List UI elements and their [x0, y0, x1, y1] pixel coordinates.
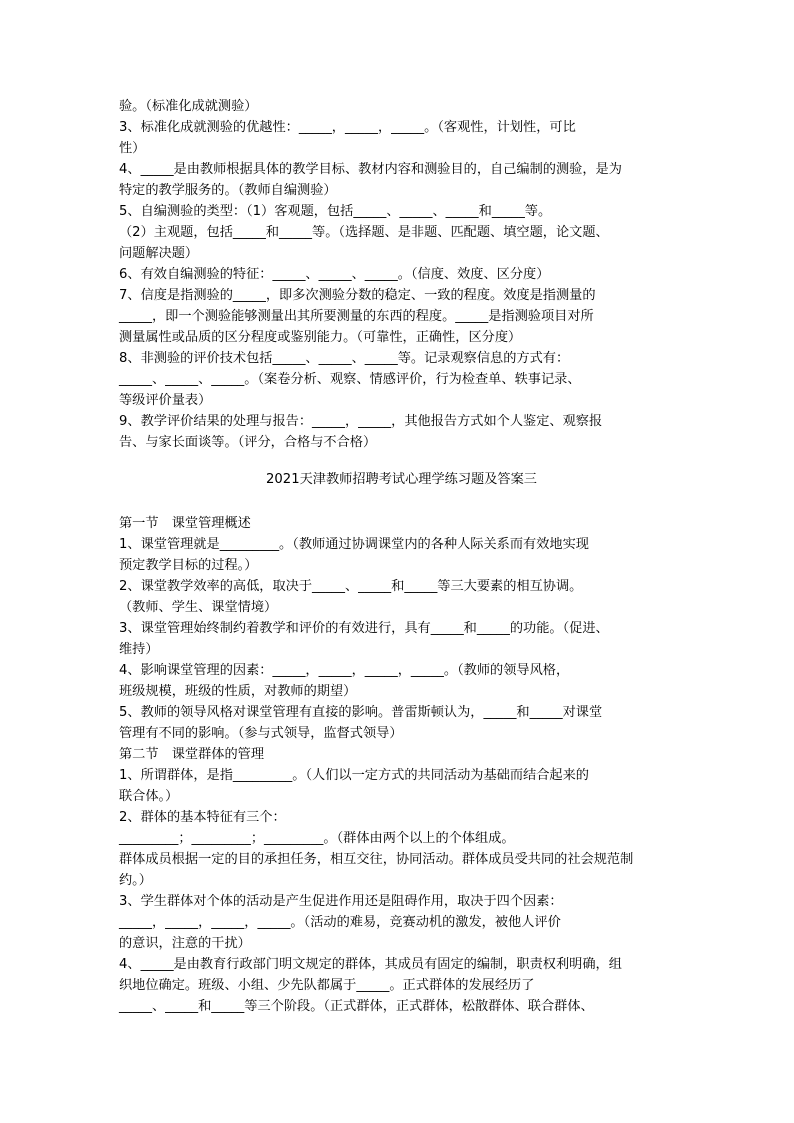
text-line: 验。（标准化成就测验） [119, 99, 258, 114]
text-line: （2）主观题，包括_____和_____等。（选择题、是非题、匹配题、填空题，论文题、 [119, 225, 609, 240]
text-line: 9、教学评价结果的处理与报告：_____，_____，其他报告方式如个人鉴定、观察报 [119, 414, 603, 429]
text-line: 4、影响课堂管理的因素：_____，_____，_____，_____。（教师的领导风格， [119, 663, 570, 678]
text-line: _____、_____和_____等三个阶段。（正式群体，正式群体，松散群体、联合群体、 [119, 999, 594, 1014]
text-line: 班级规模，班级的性质，对教师的期望） [119, 684, 357, 699]
text-line: _____，_____，_____，_____。（活动的难易，竞赛动机的激发，被他人评价 [119, 915, 561, 930]
text-line: 3、学生群体对个体的活动是产生促进作用还是阻碍作用，取决于四个因素： [119, 894, 563, 909]
text-line: 约。） [119, 873, 152, 888]
text-line: 6、有效自编测验的特征：_____、_____、_____。（信度、效度、区分度） [119, 267, 550, 282]
text-line: 测量属性或品质的区分程度或鉴别能力。（可靠性，正确性，区分度） [119, 330, 522, 345]
text-line: 1、课堂管理就是_________。（教师通过协调课堂内的各种人际关系而有效地实现 [119, 537, 589, 552]
text-line: 的意识，注意的干扰） [119, 936, 251, 951]
text-line: 性） [119, 141, 146, 156]
text-line: 1、所谓群体，是指_________。（人们以一定方式的共同活动为基础而结合起来的 [119, 768, 589, 783]
chapter-heading: 第一节 课堂管理概述 [119, 516, 251, 531]
text-line: 2、课堂教学效率的高低，取决于_____、_____和_____等三大要素的相互协调。 [119, 579, 583, 594]
chapter-heading: 第二节 课堂群体的管理 [119, 747, 265, 762]
text-line: 问题解决题） [119, 246, 199, 261]
text-line: 5、自编测验的类型：（1）客观题，包括_____、_____、_____和_____等。 [119, 204, 552, 219]
text-line: 管理有不同的影响。（参与式领导，监督式领导） [119, 726, 403, 741]
text-line: 预定教学目标的过程。） [119, 558, 258, 573]
text-line: 4、_____是由教师根据具体的教学目标、教材内容和测验目的，自己编制的测验，是为 [119, 162, 622, 177]
exercise-answers-part-three [119, 513, 684, 1017]
text-line: 织地位确定。班级、小组、少先队都属于_____。正式群体的发展经历了 [119, 978, 535, 993]
text-line: _________；_________；_________。（群体由两个以上的个体组成。 [119, 831, 515, 846]
text-line: 告、与家长面谈等。（评分，合格与不合格） [119, 435, 377, 450]
text-line: 2、群体的基本特征有三个： [119, 810, 286, 825]
text-line: 3、标准化成就测验的优越性：_____，_____，_____。（客观性，计划性，可比 [119, 120, 576, 135]
text-line: 5、教师的领导风格对课堂管理有直接的影响。普雷斯顿认为，_____和_____对课堂 [119, 705, 603, 720]
text-line: 8、非测验的评价技术包括_____、_____、_____等。记录观察信息的方式有： [119, 351, 570, 366]
text-line: 维持） [119, 642, 159, 657]
text-line: 联合体。） [119, 789, 179, 804]
text-line: _____，即一个测验能够测量出其所要测量的东西的程度。_____是指测验项目对所 [119, 309, 594, 324]
text-line: 7、信度是指测验的_____，即多次测验分数的稳定、一致的程度。效度是指测量的 [119, 288, 596, 303]
text-line: （教师、学生、课堂情境） [119, 600, 278, 615]
section-title: 2021天津教师招聘考试心理学练习题及答案三 [266, 472, 537, 487]
text-line: _____、_____、_____。（案卷分析、观察、情感评价，行为检查单、轶事记录、 [119, 372, 581, 387]
text-line: 等级评价量表） [119, 393, 212, 408]
exercise-answers-part-two [119, 96, 684, 453]
text-line: 特定的教学服务的。（教师自编测验） [119, 183, 337, 198]
text-line: 4、_____是由教育行政部门明文规定的群体，其成员有固定的编制，职责权利明确，组 [119, 957, 622, 972]
text-line: 群体成员根据一定的目的承担任务，相互交往，协同活动。群体成员受共同的社会规范制 [119, 852, 634, 867]
text-line: 3、课堂管理始终制约着教学和评价的有效进行，具有_____和_____的功能。（促进、 [119, 621, 609, 636]
